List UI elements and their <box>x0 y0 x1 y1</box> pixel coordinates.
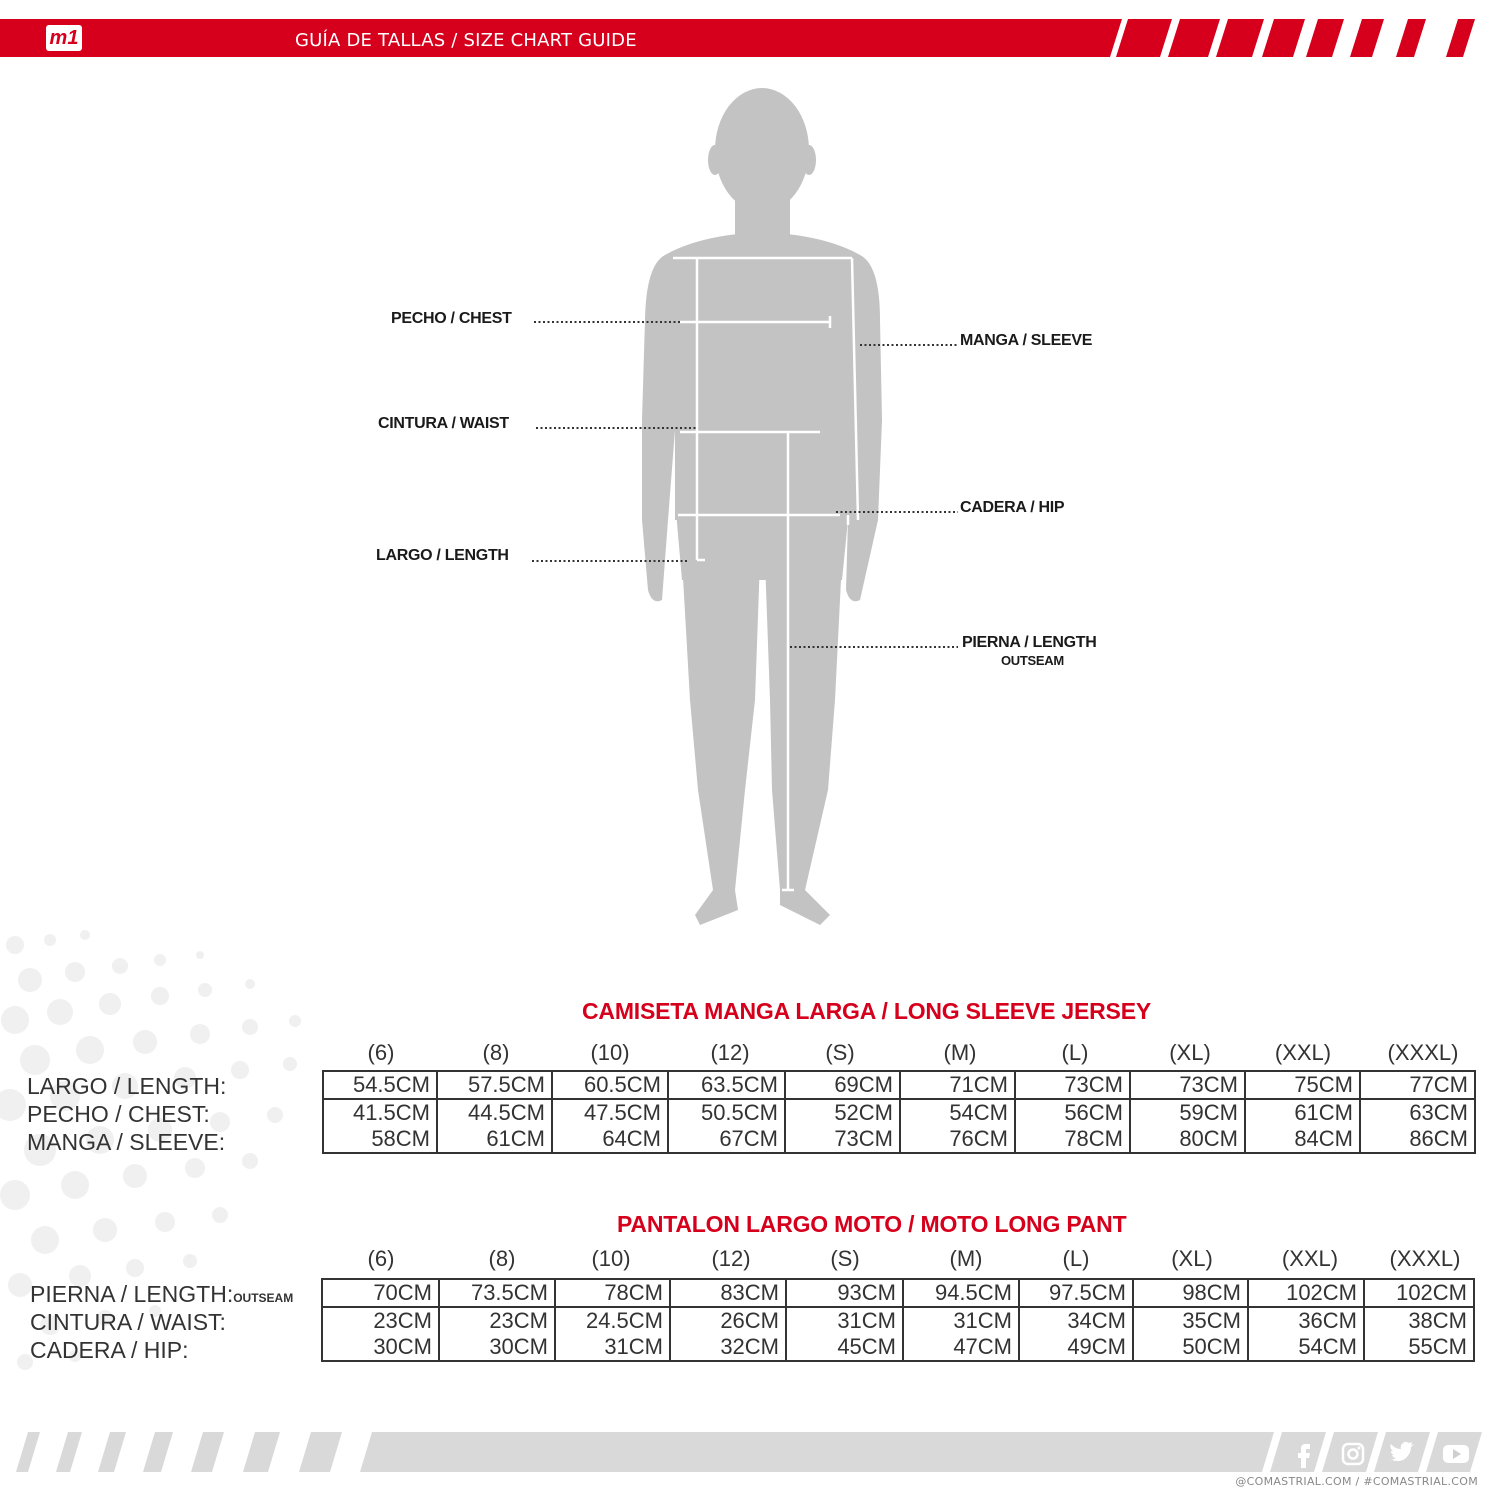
brand-logo-text: m1 <box>49 27 79 49</box>
label-hip: CADERA / HIP <box>960 499 1065 516</box>
size-label: (S) <box>825 1040 855 1065</box>
label-sleeve: MANGA / SLEEVE <box>960 332 1093 349</box>
table-cell: 50CM <box>1133 1334 1248 1361</box>
jersey-size-table <box>322 1070 1476 1154</box>
size-label: (XXXL) <box>1387 1040 1459 1065</box>
row-label: CINTURA / WAIST: <box>30 1309 226 1335</box>
size-label: (10) <box>590 1040 630 1065</box>
table-cell: 50.5CM <box>668 1099 785 1126</box>
size-label: (L) <box>1061 1040 1089 1065</box>
table-cell: 45CM <box>786 1334 903 1361</box>
row-label: CADERA / HIP: <box>30 1337 189 1363</box>
size-label: (XXL) <box>1274 1040 1332 1065</box>
footer-bar <box>0 1432 1500 1477</box>
table-cell: 31CM <box>555 1334 670 1361</box>
size-label: (M) <box>943 1040 977 1065</box>
label-leg: PIERNA / LENGTH <box>962 634 1097 651</box>
table-cell: 102CM <box>1248 1279 1364 1307</box>
table-cell: 41.5CM <box>323 1099 437 1126</box>
size-label: (XXL) <box>1281 1246 1339 1271</box>
measurement-leaders <box>0 0 1500 700</box>
page-title: GUÍA DE TALLAS / SIZE CHART GUIDE <box>295 30 637 51</box>
table-cell: 34CM <box>1019 1307 1133 1334</box>
size-label: (M) <box>949 1246 983 1271</box>
table-cell: 76CM <box>900 1126 1015 1153</box>
youtube-icon[interactable] <box>1441 1442 1471 1466</box>
table-cell: 97.5CM <box>1019 1279 1133 1307</box>
table-cell: 35CM <box>1133 1307 1248 1334</box>
table-cell: 75CM <box>1245 1071 1360 1099</box>
table-cell: 78CM <box>555 1279 670 1307</box>
table-cell: 70CM <box>322 1279 439 1307</box>
size-label: (XL) <box>1171 1246 1213 1271</box>
table-cell: 84CM <box>1245 1126 1360 1153</box>
table-cell: 57.5CM <box>437 1071 552 1099</box>
table-cell: 69CM <box>785 1071 900 1099</box>
label-leg-outseam: OUTSEAM <box>1001 653 1064 668</box>
table-cell: 32CM <box>670 1334 786 1361</box>
table-cell: 31CM <box>786 1307 903 1334</box>
table-cell: 31CM <box>903 1307 1019 1334</box>
social-handle: @COMASTRIAL.COM / #COMASTRIAL.COM <box>1235 1475 1478 1488</box>
table-row <box>323 1126 1475 1153</box>
table-cell: 94.5CM <box>903 1279 1019 1307</box>
jersey-row-labels <box>27 1072 226 1156</box>
row-label <box>30 1280 293 1308</box>
table-cell: 63CM <box>1360 1099 1475 1126</box>
table-cell: 71CM <box>900 1071 1015 1099</box>
table-cell: 59CM <box>1130 1099 1245 1126</box>
row-label: MANGA / SLEEVE: <box>27 1129 226 1155</box>
size-label: (XXXL) <box>1389 1246 1461 1271</box>
table-cell: 49CM <box>1019 1334 1133 1361</box>
table-cell: 54CM <box>900 1099 1015 1126</box>
table-cell: 30CM <box>439 1334 555 1361</box>
table-cell: 63.5CM <box>668 1071 785 1099</box>
row-label-suffix: OUTSEAM <box>233 1291 294 1305</box>
table-cell: 93CM <box>786 1279 903 1307</box>
table-cell: 44.5CM <box>437 1099 552 1126</box>
size-label: (6) <box>367 1246 395 1271</box>
size-label: (8) <box>488 1246 516 1271</box>
table-cell: 24.5CM <box>555 1307 670 1334</box>
size-label: (S) <box>830 1246 860 1271</box>
row-label-text: PIERNA / LENGTH: <box>30 1281 234 1307</box>
table-row <box>322 1307 1474 1334</box>
pant-section-title: PANTALON LARGO MOTO / MOTO LONG PANT <box>617 1211 1127 1237</box>
table-cell: 80CM <box>1130 1126 1245 1153</box>
size-label: (L) <box>1062 1246 1090 1271</box>
size-label: (8) <box>482 1040 510 1065</box>
table-cell: 73CM <box>1015 1071 1130 1099</box>
size-label: (XL) <box>1169 1040 1211 1065</box>
table-cell: 78CM <box>1015 1126 1130 1153</box>
table-cell: 55CM <box>1364 1334 1474 1361</box>
label-waist: CINTURA / WAIST <box>378 415 509 432</box>
table-cell: 58CM <box>323 1126 437 1153</box>
table-cell: 67CM <box>668 1126 785 1153</box>
jersey-section-title: CAMISETA MANGA LARGA / LONG SLEEVE JERSEY <box>582 998 1151 1024</box>
size-label: (10) <box>591 1246 631 1271</box>
table-cell: 54.5CM <box>323 1071 437 1099</box>
table-cell: 64CM <box>552 1126 668 1153</box>
table-cell: 52CM <box>785 1099 900 1126</box>
table-cell: 61CM <box>437 1126 552 1153</box>
table-cell: 38CM <box>1364 1307 1474 1334</box>
label-chest: PECHO / CHEST <box>391 310 512 327</box>
table-cell: 83CM <box>670 1279 786 1307</box>
row-label: PECHO / CHEST: <box>27 1101 210 1127</box>
table-cell: 102CM <box>1364 1279 1474 1307</box>
instagram-icon[interactable] <box>1339 1440 1367 1468</box>
table-cell: 73CM <box>1130 1071 1245 1099</box>
table-cell: 98CM <box>1133 1279 1248 1307</box>
table-cell: 61CM <box>1245 1099 1360 1126</box>
table-cell: 60.5CM <box>552 1071 668 1099</box>
table-cell: 86CM <box>1360 1126 1475 1153</box>
size-label: (12) <box>711 1246 751 1271</box>
table-row <box>322 1334 1474 1361</box>
table-cell: 30CM <box>322 1334 439 1361</box>
facebook-icon[interactable] <box>1290 1440 1316 1468</box>
table-cell: 23CM <box>322 1307 439 1334</box>
table-cell: 54CM <box>1248 1334 1364 1361</box>
size-label: (12) <box>710 1040 750 1065</box>
jersey-size-header <box>0 1040 1500 1068</box>
pant-size-header <box>0 1246 1500 1274</box>
table-cell: 36CM <box>1248 1307 1364 1334</box>
size-label: (6) <box>367 1040 395 1065</box>
table-cell: 73CM <box>785 1126 900 1153</box>
table-cell: 47CM <box>903 1334 1019 1361</box>
table-row <box>323 1071 1475 1099</box>
table-cell: 73.5CM <box>439 1279 555 1307</box>
table-row <box>323 1099 1475 1126</box>
table-cell: 77CM <box>1360 1071 1475 1099</box>
label-length: LARGO / LENGTH <box>376 547 509 564</box>
row-label: LARGO / LENGTH: <box>27 1073 227 1099</box>
table-row <box>322 1279 1474 1307</box>
pant-size-table <box>321 1278 1475 1362</box>
pant-row-labels <box>30 1280 293 1364</box>
twitter-icon[interactable] <box>1389 1440 1419 1468</box>
table-cell: 47.5CM <box>552 1099 668 1126</box>
table-cell: 26CM <box>670 1307 786 1334</box>
table-cell: 56CM <box>1015 1099 1130 1126</box>
table-cell: 23CM <box>439 1307 555 1334</box>
